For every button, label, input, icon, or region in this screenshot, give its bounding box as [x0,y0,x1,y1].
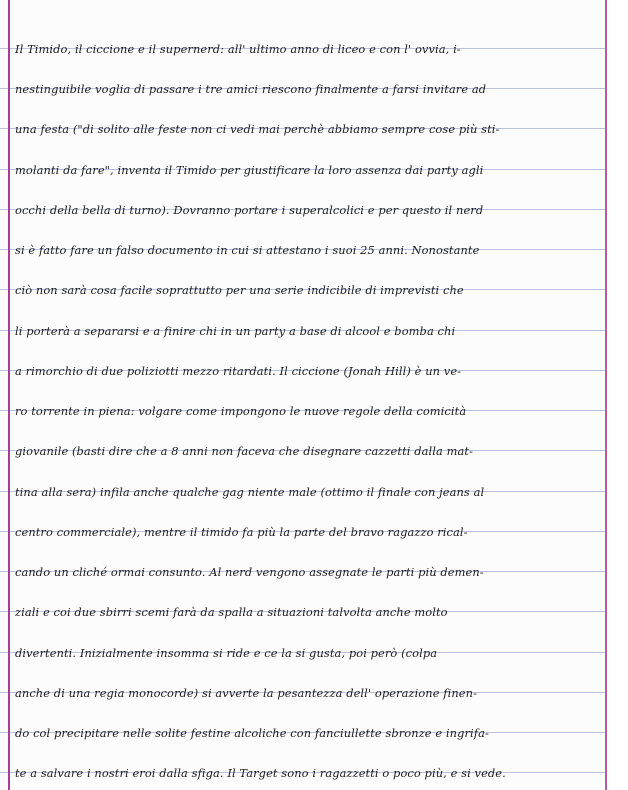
handwritten-line: divertenti. Inizialmente insomma si ride e ce la si gusta, poi però (colpa [15,646,438,660]
handwritten-line: nestinguibile voglia di passare i tre amici riescono finalmente a farsi invitare ad [15,82,487,96]
handwritten-line: centro commerciale), mentre il timido fa più la parte del bravo ragazzo rical- [15,525,468,539]
handwritten-line: li porterà a separarsi e a finire chi in un party a base di alcool e bomba chi [15,324,456,338]
handwritten-line: si è fatto fare un falso documento in cui si attestano i suoi 25 anni. Nonostante [15,243,480,257]
handwritten-line: do col precipitare nelle solite festine alcoliche con fanciullette sbronze e ingrifa- [15,726,489,740]
margin-line [8,0,10,790]
handwritten-line: giovanile (basti dire che a 8 anni non faceva che disegnare cazzetti dalla mat- [15,444,474,458]
page-outer-border [607,0,628,790]
handwritten-line: ziali e coi due sbirri scemi farà da spalla a situazioni talvolta anche molto [15,605,448,619]
handwritten-line: ciò non sarà cosa facile soprattutto per una serie indicibile di imprevisti che [15,283,464,297]
handwritten-line: cando un cliché ormai consunto. Al nerd vengono assegnate le parti più demen- [15,565,484,579]
handwritten-line: Il Timido, il ciccione e il supernerd: all' ultimo anno di liceo e con l' ovvia, i- [15,42,461,56]
handwritten-line: una festa ("di solito alle feste non ci vedi mai perchè abbiamo sempre cose più sti- [15,122,500,136]
handwritten-line: anche di una regia monocorde) si avverte la pesantezza dell' operazione finen- [15,686,478,700]
handwritten-line: molanti da fare", inventa il Timido per giustificare la loro assenza dai party agli [15,163,484,177]
handwritten-line: a rimorchio di due poliziotti mezzo ritardati. Il ciccione (Jonah Hill) è un ve- [15,364,462,378]
handwritten-line: te a salvare i nostri eroi dalla sfiga. Il Target sono i ragazzetti o poco più, e si vede. [15,766,506,780]
handwritten-line: occhi della bella di turno). Dovranno portare i superalcolici e per questo il nerd [15,203,484,217]
handwritten-line: ro torrente in piena: volgare come impongono le nuove regole della comicità [15,404,467,418]
handwritten-line: tina alla sera) infila anche qualche gag niente male (ottimo il finale con jeans al [15,485,485,499]
